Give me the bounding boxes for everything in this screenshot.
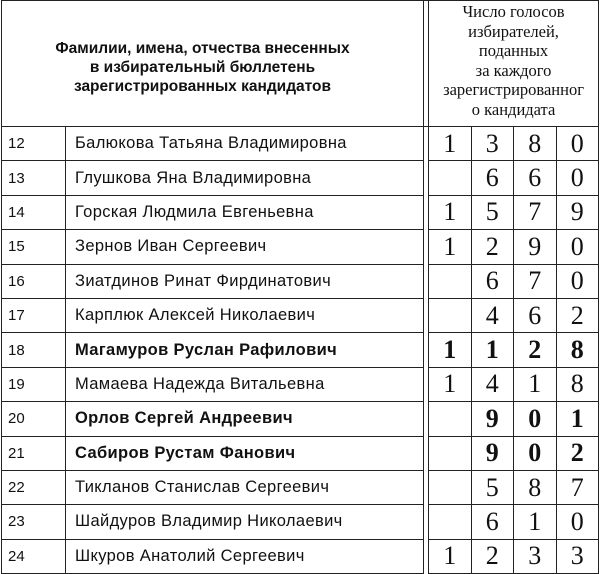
row-number: 17 — [2, 298, 66, 332]
vote-count-digit: 9 — [556, 195, 599, 229]
header-line: Фамилии, имена, отчества внесенных — [55, 40, 350, 57]
vote-count-digit: 0 — [514, 436, 557, 470]
vote-count-digit: 2 — [471, 539, 514, 573]
vote-count-digit: 2 — [556, 298, 599, 332]
candidate-name: Магамуров Руслан Рафилович — [66, 333, 424, 367]
row-number: 12 — [2, 127, 66, 161]
vote-count-digit: 1 — [514, 505, 557, 539]
vote-count-digit: 6 — [514, 298, 557, 332]
vote-count-digit: 1 — [429, 539, 472, 573]
table-body — [2, 1, 599, 574]
header-line: поданных — [478, 41, 549, 60]
vote-count-digit: 6 — [471, 505, 514, 539]
vote-count-digit: 0 — [556, 161, 599, 195]
candidate-name: Шайдуров Владимир Николаевич — [66, 505, 424, 539]
header-line: в избирательный бюллетень — [89, 59, 316, 76]
candidate-name: Мамаева Надежда Витальевна — [66, 367, 424, 401]
header-line: за каждого — [475, 60, 552, 80]
candidate-row — [2, 298, 599, 332]
header-line: зарегистрированног — [443, 80, 584, 99]
candidate-row — [2, 539, 599, 573]
candidate-row — [2, 367, 599, 401]
vote-count-digit: 1 — [429, 367, 472, 401]
vote-count-digit: 8 — [556, 367, 599, 401]
header-line: Число голосов — [462, 2, 565, 21]
candidate-row — [2, 333, 599, 367]
candidate-name: Горская Людмила Евгеньевна — [66, 195, 424, 229]
row-number: 14 — [2, 195, 66, 229]
vote-count-digit: 1 — [429, 230, 472, 264]
vote-count-digit: 0 — [514, 402, 557, 436]
vote-count-digit: 5 — [471, 195, 514, 229]
header-line: о кандидата — [471, 99, 556, 119]
row-number: 15 — [2, 230, 66, 264]
header-line: зарегистрированных кандидатов — [73, 78, 332, 95]
vote-count-digit: 6 — [471, 264, 514, 298]
header-row — [2, 1, 599, 127]
row-number: 24 — [2, 539, 66, 573]
vote-count-digit — [429, 402, 472, 436]
vote-count-digit: 1 — [514, 367, 557, 401]
candidate-row — [2, 230, 599, 264]
candidate-row — [2, 470, 599, 504]
row-number: 16 — [2, 264, 66, 298]
vote-count-digit: 1 — [429, 195, 472, 229]
vote-count-digit — [429, 264, 472, 298]
candidate-name: Шкуров Анатолий Сергеевич — [66, 539, 424, 573]
row-number: 18 — [2, 333, 66, 367]
vote-count-digit — [429, 436, 472, 470]
vote-count-digit: 8 — [514, 470, 557, 504]
candidate-row — [2, 195, 599, 229]
ballot-results-table — [1, 0, 599, 574]
candidate-row — [2, 264, 599, 298]
row-number: 22 — [2, 470, 66, 504]
candidate-name: Сабиров Рустам Фанович — [66, 436, 424, 470]
vote-count-digit: 1 — [556, 402, 599, 436]
row-number: 20 — [2, 402, 66, 436]
candidate-name: Тикланов Станислав Сергеевич — [66, 470, 424, 504]
candidate-name: Орлов Сергей Андреевич — [66, 402, 424, 436]
candidate-name: Зиатдинов Ринат Фирдинатович — [66, 264, 424, 298]
vote-count-digit — [429, 298, 472, 332]
vote-count-digit: 1 — [429, 333, 472, 367]
ballot-results-sheet — [1, 0, 598, 573]
vote-count-digit: 1 — [429, 127, 472, 161]
votes-column-header — [429, 1, 599, 127]
vote-count-digit: 9 — [514, 230, 557, 264]
vote-count-digit: 8 — [556, 333, 599, 367]
vote-count-digit: 7 — [556, 470, 599, 504]
vote-count-digit: 9 — [471, 436, 514, 470]
vote-count-digit: 4 — [471, 367, 514, 401]
vote-count-digit: 4 — [471, 298, 514, 332]
vote-count-digit: 3 — [471, 127, 514, 161]
vote-count-digit: 3 — [514, 539, 557, 573]
vote-count-digit: 0 — [556, 264, 599, 298]
candidate-name: Карплюк Алексей Николаевич — [66, 298, 424, 332]
vote-count-digit: 2 — [471, 230, 514, 264]
vote-count-digit — [429, 505, 472, 539]
vote-count-digit: 9 — [471, 402, 514, 436]
candidate-row — [2, 402, 599, 436]
row-number: 21 — [2, 436, 66, 470]
vote-count-digit: 5 — [471, 470, 514, 504]
vote-count-digit: 6 — [471, 161, 514, 195]
vote-count-digit: 1 — [471, 333, 514, 367]
vote-count-digit: 0 — [556, 127, 599, 161]
vote-count-digit: 3 — [556, 539, 599, 573]
vote-count-digit — [429, 161, 472, 195]
vote-count-digit: 2 — [556, 436, 599, 470]
vote-count-digit: 7 — [514, 195, 557, 229]
row-number: 19 — [2, 367, 66, 401]
candidate-name: Зернов Иван Сергеевич — [66, 230, 424, 264]
candidate-row — [2, 505, 599, 539]
vote-count-digit: 0 — [556, 505, 599, 539]
candidate-row — [2, 436, 599, 470]
candidates-column-header — [2, 1, 424, 127]
row-number: 13 — [2, 161, 66, 195]
candidate-row — [2, 161, 599, 195]
vote-count-digit — [429, 470, 472, 504]
candidate-name: Балюкова Татьяна Владимировна — [66, 127, 424, 161]
vote-count-digit: 8 — [514, 127, 557, 161]
vote-count-digit: 6 — [514, 161, 557, 195]
vote-count-digit: 0 — [556, 230, 599, 264]
candidate-name: Глушкова Яна Владимировна — [66, 161, 424, 195]
candidate-row — [2, 127, 599, 161]
header-line: избирателей, — [468, 21, 559, 41]
vote-count-digit: 2 — [514, 333, 557, 367]
row-number: 23 — [2, 505, 66, 539]
vote-count-digit: 7 — [514, 264, 557, 298]
